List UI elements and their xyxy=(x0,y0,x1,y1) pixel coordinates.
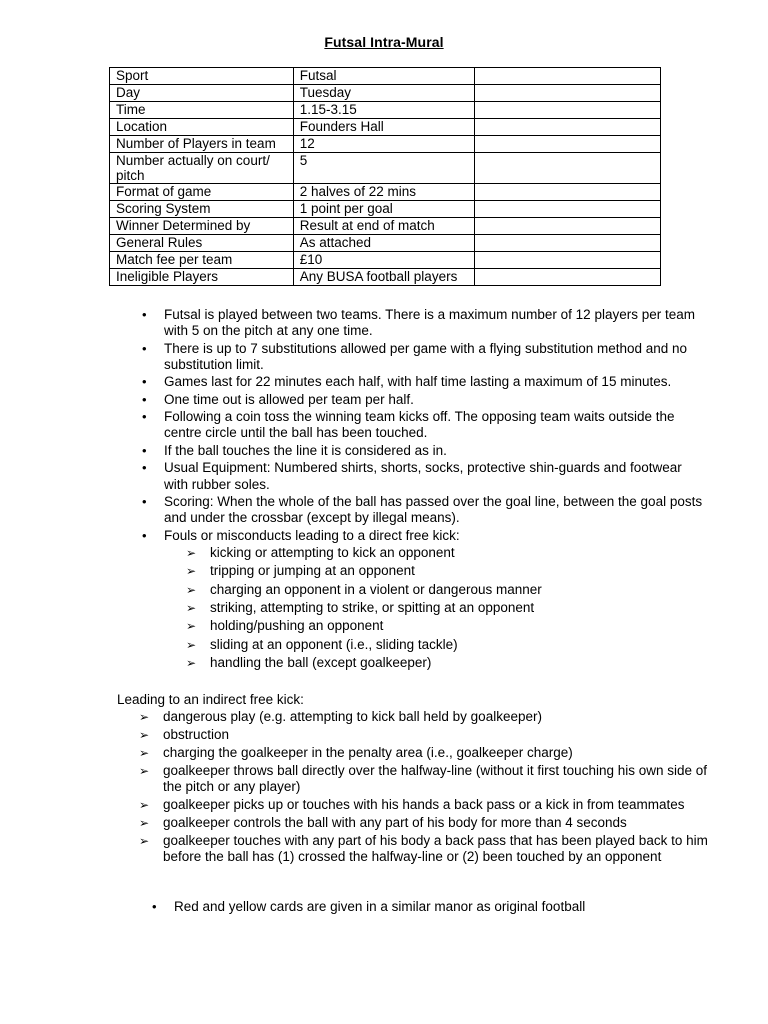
list-item: • There is up to 7 substitutions allowed per game with a flying substitution method and no substitution limit. xyxy=(164,341,709,374)
table-cell: Time xyxy=(110,102,294,119)
info-table-body xyxy=(110,68,661,286)
table-cell: 2 halves of 22 mins xyxy=(293,184,475,201)
table-cell: 1.15-3.15 xyxy=(293,102,475,119)
list-item: • Scoring: When the whole of the ball has passed over the goal line, between the goal posts and under the crossbar (except by illegal means). xyxy=(164,494,709,527)
direct-free-kick-list xyxy=(164,545,709,672)
table-cell: Founders Hall xyxy=(293,119,475,136)
info-table xyxy=(109,67,661,286)
table-cell: Number of Players in team xyxy=(110,136,294,153)
table-row xyxy=(110,153,661,184)
document-title: Futsal Intra-Mural xyxy=(324,34,444,50)
list-item: ➢ goalkeeper picks up or touches with his hands a back pass or a kick in from teammates xyxy=(163,797,708,813)
table-row xyxy=(110,184,661,201)
table-cell xyxy=(475,85,661,102)
list-item: • Red and yellow cards are given in a similar manor as original football xyxy=(174,899,719,915)
table-row xyxy=(110,252,661,269)
table-cell: As attached xyxy=(293,235,475,252)
table-row xyxy=(110,201,661,218)
list-item: ➢ goalkeeper throws ball directly over the halfway-line (without it first touching his own side of the pitch or any player) xyxy=(163,763,708,796)
table-cell: Any BUSA football players xyxy=(293,269,475,286)
list-item: ➢ kicking or attempting to kick an opponent xyxy=(210,545,709,561)
table-cell xyxy=(475,235,661,252)
list-item: ➢ charging the goalkeeper in the penalty area (i.e., goalkeeper charge) xyxy=(163,745,708,761)
list-item: • One time out is allowed per team per half. xyxy=(164,392,709,408)
table-cell xyxy=(475,102,661,119)
list-item: ➢ striking, attempting to strike, or spitting at an opponent xyxy=(210,600,709,616)
table-cell: Day xyxy=(110,85,294,102)
table-row xyxy=(110,119,661,136)
table-cell xyxy=(475,184,661,201)
list-item: ➢ goalkeeper controls the ball with any part of his body for more than 4 seconds xyxy=(163,815,708,831)
list-item: ➢ charging an opponent in a violent or dangerous manner xyxy=(210,582,709,598)
table-row xyxy=(110,102,661,119)
table-row xyxy=(110,235,661,252)
table-cell: Ineligible Players xyxy=(110,269,294,286)
table-cell: 1 point per goal xyxy=(293,201,475,218)
list-item: ➢ goalkeeper touches with any part of his body a back pass that has been played back to him before the ball has (1) crossed the halfway-line or (2) been touched by an opponent xyxy=(163,833,708,866)
table-cell: Number actually on court/ pitch xyxy=(110,153,294,184)
table-row xyxy=(110,85,661,102)
list-item: • Following a coin toss the winning team kicks off. The opposing team waits outside the centre circle until the ball has been touched. xyxy=(164,409,709,442)
list-item: ➢ handling the ball (except goalkeeper) xyxy=(210,655,709,671)
indirect-free-kick-list xyxy=(117,709,708,867)
table-row xyxy=(110,136,661,153)
table-cell: Sport xyxy=(110,68,294,85)
list-item: ➢ holding/pushing an opponent xyxy=(210,618,709,634)
table-cell xyxy=(475,201,661,218)
rules-list xyxy=(115,307,709,674)
table-cell xyxy=(475,252,661,269)
table-cell xyxy=(475,68,661,85)
list-item: • If the ball touches the line it is considered as in. xyxy=(164,443,709,459)
indirect-heading: Leading to an indirect free kick: xyxy=(117,692,304,707)
list-item: ➢ sliding at an opponent (i.e., sliding tackle) xyxy=(210,637,709,653)
table-cell: Scoring System xyxy=(110,201,294,218)
list-item-fouls xyxy=(164,528,709,672)
table-cell: Location xyxy=(110,119,294,136)
table-row xyxy=(110,269,661,286)
table-cell: Futsal xyxy=(293,68,475,85)
table-cell: General Rules xyxy=(110,235,294,252)
table-cell: Tuesday xyxy=(293,85,475,102)
table-cell: 5 xyxy=(293,153,475,184)
table-cell: £10 xyxy=(293,252,475,269)
list-item: • Futsal is played between two teams. There is a maximum number of 12 players per team with 5 on the pitch at any one time. xyxy=(164,307,709,340)
table-cell: Result at end of match xyxy=(293,218,475,235)
fouls-heading: Fouls or misconducts leading to a direct free kick: xyxy=(164,527,460,543)
list-item: ➢ tripping or jumping at an opponent xyxy=(210,563,709,579)
table-cell: Winner Determined by xyxy=(110,218,294,235)
list-item: • Games last for 22 minutes each half, with half time lasting a maximum of 15 minutes. xyxy=(164,374,709,390)
table-cell xyxy=(475,136,661,153)
list-item: ➢ dangerous play (e.g. attempting to kick ball held by goalkeeper) xyxy=(163,709,708,725)
table-cell: 12 xyxy=(293,136,475,153)
table-cell xyxy=(475,119,661,136)
table-cell: Format of game xyxy=(110,184,294,201)
table-cell: Match fee per team xyxy=(110,252,294,269)
table-cell xyxy=(475,269,661,286)
table-row xyxy=(110,218,661,235)
list-item: ➢ obstruction xyxy=(163,727,708,743)
table-cell xyxy=(475,153,661,184)
list-item: • Usual Equipment: Numbered shirts, shorts, socks, protective shin-guards and footwear with rubber soles. xyxy=(164,460,709,493)
table-row xyxy=(110,68,661,85)
final-list xyxy=(125,899,719,915)
table-cell xyxy=(475,218,661,235)
